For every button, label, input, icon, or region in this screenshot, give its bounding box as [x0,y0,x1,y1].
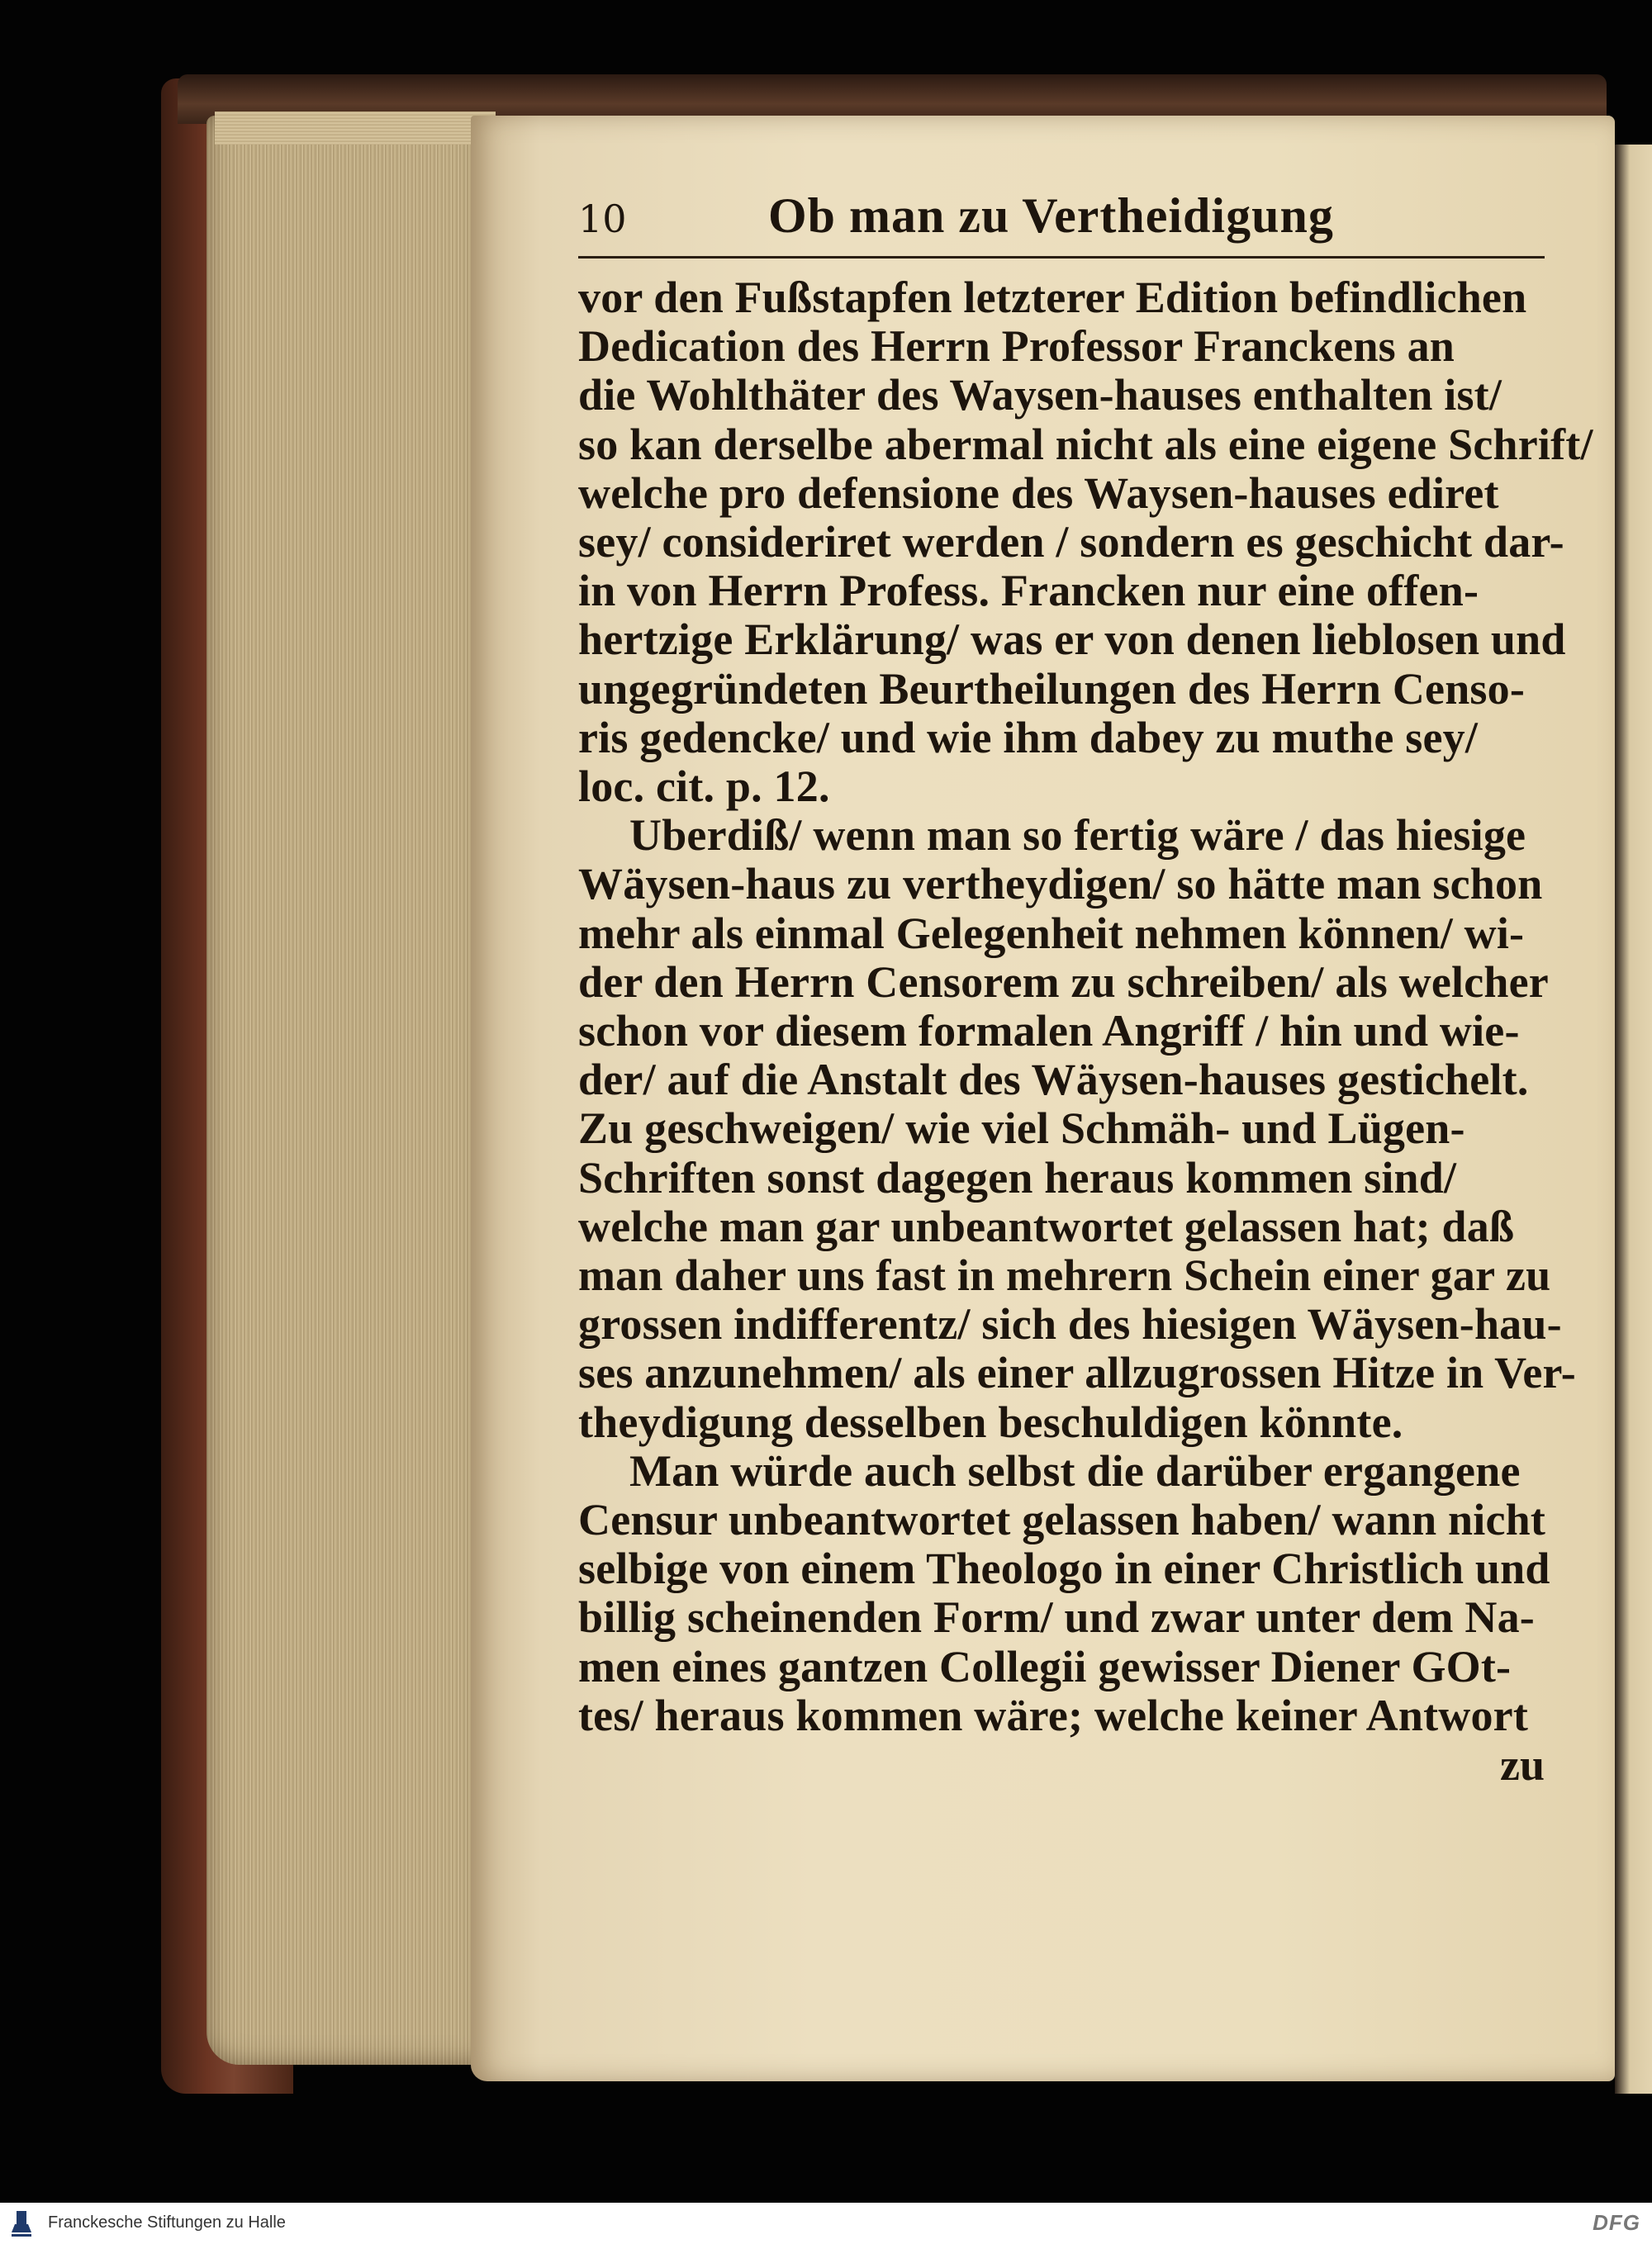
running-head: Ob man zu Vertheidigung [768,188,1334,243]
text-line: grossen indifferentz/ sich des hiesigen Wäysen-hau- [578,1299,1562,1350]
text-line: ses anzunehmen/ als einer allzugrossen Hitze in Ver- [578,1348,1576,1398]
text-line: ris gedencke/ und wie ihm dabey zu muthe sey/ [578,712,1479,762]
text-line: Uberdiß/ wenn man so fertig wäre / das hiesige [629,810,1526,861]
text-line: tes/ heraus kommen wäre; welche keiner Antwort [578,1690,1529,1740]
text-line: Censur unbeantwortet gelassen haben/ wann nicht [578,1495,1546,1545]
text-line: man daher uns fast in mehrern Schein einer gar zu [578,1250,1551,1301]
book-page [471,116,1615,2081]
page-block-top [215,111,496,145]
page-header [578,165,1545,259]
institution-name: Franckesche Stiftungen zu Halle [48,2213,286,2232]
text-line: die Wohlthäter des Waysen-hauses enthalten ist/ [578,370,1502,420]
text-line: Zu geschweigen/ wie viel Schmäh- und Lügen- [578,1103,1465,1154]
facing-page-edge [1615,145,1652,2094]
page-number: 10 [578,197,627,241]
text-line: so kan derselbe abermal nicht als eine eigene Schrift/ [578,419,1593,469]
text-line: Wäysen-haus zu vertheydigen/ so hätte man schon [578,859,1543,909]
text-line: selbige von einem Theologo in einer Christlich und [578,1544,1550,1594]
text-line: vor den Fußstapfen letzterer Edition befindlichen [578,273,1527,322]
text-line: Dedication des Herrn Professor Franckens an [578,321,1455,372]
text-line: ungegründeten Beurtheilungen des Herrn Censo- [578,663,1526,714]
text-block [578,165,1593,1791]
text-line: Schriften sonst dagegen heraus kommen sind/ [578,1152,1457,1203]
page-block-edges [206,116,487,2065]
text-line: welche pro defensione des Waysen-hauses ediret [578,467,1499,518]
footer-bar [0,2203,1652,2244]
text-line: schon vor diesem formalen Angriff / hin und wie- [578,1006,1520,1056]
text-line: billig scheinenden Form/ und zwar unter dem Na- [578,1592,1535,1643]
text-line: theydigung desselben beschuldigen könnte. [578,1397,1403,1447]
institution-logo-icon [7,2208,36,2239]
text-line: mehr als einmal Gelegenheit nehmen können/ wi- [578,908,1525,958]
body-text [578,273,1593,1740]
text-line: der den Herrn Censorem zu schreiben/ als welcher [578,956,1549,1007]
text-line: in von Herrn Profess. Francken nur eine offen- [578,566,1479,616]
text-line: loc. cit. p. 12. [578,761,830,812]
text-line: welche man gar unbeantwortet gelassen hat; daß [578,1201,1515,1251]
dfg-logo: DFG [1593,2210,1640,2235]
catchword: zu [1500,1740,1545,1791]
text-line: Man würde auch selbst die darüber ergangene [629,1445,1521,1496]
text-line: sey/ consideriret werden / sondern es geschicht dar- [578,517,1564,567]
text-line: der/ auf die Anstalt des Wäysen-hauses gestichelt. [578,1055,1529,1105]
text-line: hertzige Erklärung/ was er von denen lieblosen und [578,614,1566,665]
text-line: men eines gantzen Collegii gewisser Diener GOt- [578,1641,1512,1691]
